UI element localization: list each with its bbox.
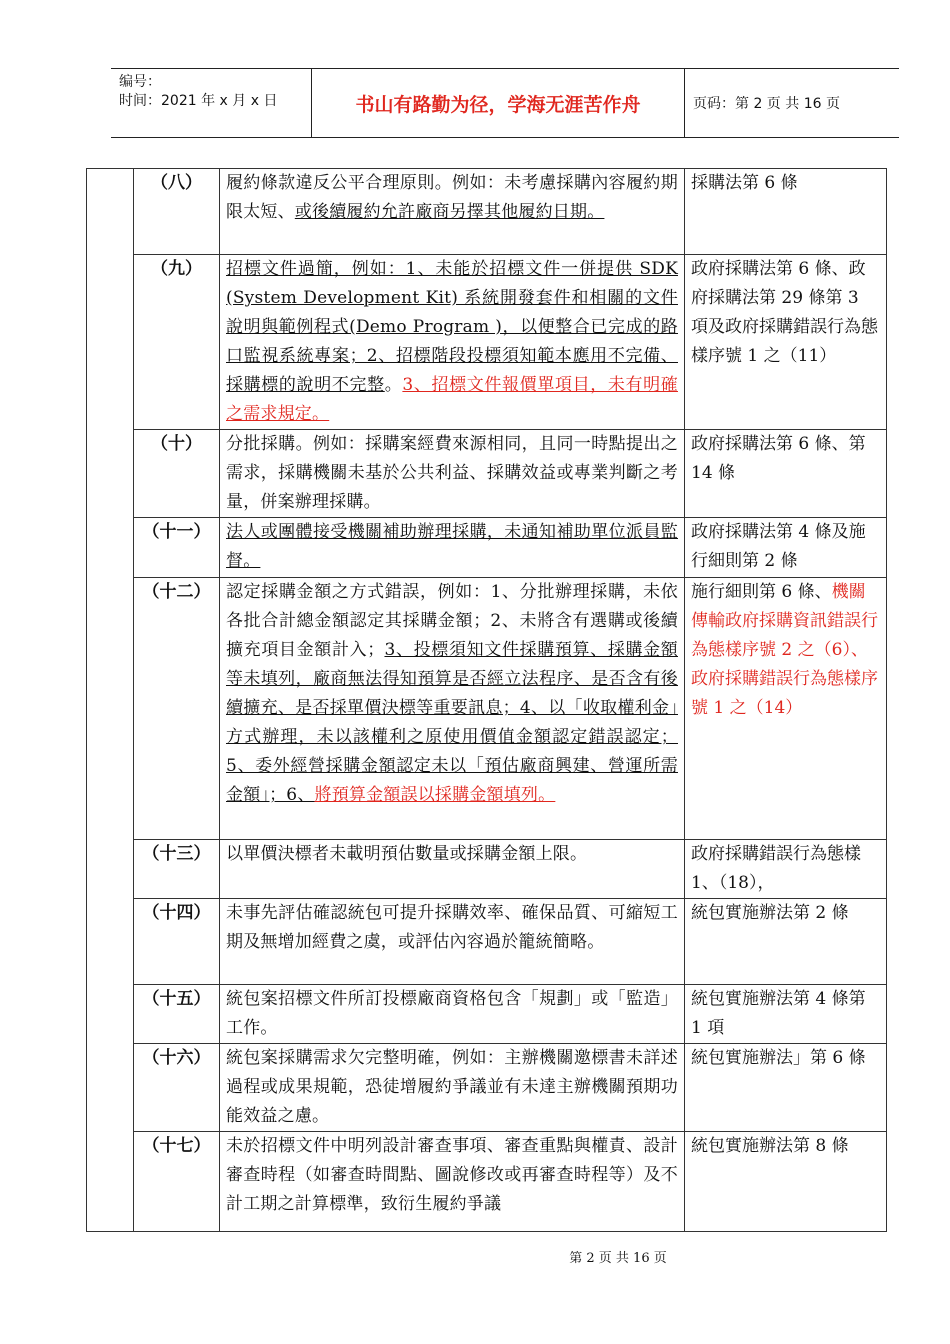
item-number: （九） bbox=[134, 255, 220, 430]
legal-basis-text: 統包實施辦法第 2 條 bbox=[691, 903, 849, 923]
header-page-label: 页码：第 2 页 共 16 页 bbox=[693, 96, 840, 112]
legal-basis-text: 政府採購法第 6 條、政府採購法第 29 條第 3 項及政府採購錯誤行為態樣序號 1 之（11） bbox=[691, 259, 878, 366]
table-row bbox=[87, 255, 887, 430]
table-row bbox=[87, 169, 887, 255]
description-text: 以單價決標者未載明預估數量或採購金額上限。 bbox=[226, 844, 588, 864]
legal-basis bbox=[685, 169, 887, 255]
legal-basis-text: 政府採購法第 4 條及施行細則第 2 條 bbox=[691, 522, 866, 571]
table-row bbox=[87, 578, 887, 840]
description-text: 或後續履約允許廠商另擇其他履約日期。 bbox=[294, 202, 605, 222]
legal-basis bbox=[685, 518, 887, 578]
header-motto: 书山有路勤为径，学海无涯苦作舟 bbox=[311, 69, 685, 137]
description-text: 3、招標文件報價單項目，未有明確之需求規定。 bbox=[226, 375, 678, 424]
description-text: 。 bbox=[384, 375, 403, 395]
description-text: 招標文件過簡，例如：1、未能於招標文件一併提供 SDK (System Development Kit) 系統開發套件和相關的文件說明與範例程式(Demo Program )，以便整合已完成的路口監視系統專案；2、招標階段投標須知範本應用不完備、採購標的說明不完整 bbox=[226, 259, 678, 395]
description-text: 履約條款違反公平合理原則。例如：未考慮採購內容履約期限太短、 bbox=[226, 173, 678, 222]
item-description bbox=[220, 518, 685, 578]
table-row bbox=[87, 430, 887, 518]
description-text: 3、投標須知文件採購預算、採購金額等未填列，廠商無法得知預算是否經立法程序、是否含有後續擴充、是否採單價決標等重要訊息；4、以「收取權利金」方式辦理，未以該權利之原使用價值金額認定錯誤認定；5、委外經營採購金額認定未以「預估廠商興建、營運所需金額」；6、 bbox=[226, 640, 678, 805]
legal-basis-text: 政府採購錯誤行為態樣 1、（18）， bbox=[691, 844, 861, 893]
description-text: 未於招標文件中明列設計審查事項、審查重點與權責、設計審查時程（如審查時間點、圖說修改或再審查時程等）及不計工期之計算標準，致衍生履約爭議 bbox=[226, 1136, 678, 1214]
legal-basis bbox=[685, 1132, 887, 1232]
description-text: 未事先評估確認統包可提升採購效率、確保品質、可縮短工期及無增加經費之虞，或評估內容過於籠統簡略。 bbox=[226, 903, 678, 952]
item-description bbox=[220, 1044, 685, 1132]
item-number: （十四） bbox=[134, 899, 220, 985]
item-number: （十三） bbox=[134, 840, 220, 899]
time-label: 时间：2021 年 x 月 x 日 bbox=[119, 93, 278, 109]
item-number: （八） bbox=[134, 169, 220, 255]
page-header bbox=[111, 68, 899, 138]
outline-column bbox=[87, 169, 134, 1232]
item-number: （十七） bbox=[134, 1132, 220, 1232]
item-description bbox=[220, 985, 685, 1044]
description-text: 將預算金額誤以採購金額填列。 bbox=[314, 785, 556, 805]
table-row bbox=[87, 840, 887, 899]
table-row bbox=[87, 985, 887, 1044]
legal-basis bbox=[685, 255, 887, 430]
description-text: 法人或團體接受機關補助辦理採購，未通知補助單位派員監督。 bbox=[226, 522, 678, 571]
item-description bbox=[220, 169, 685, 255]
legal-basis-text: 統包實施辦法」第 6 條 bbox=[691, 1048, 866, 1068]
page-footer: 第 2 页 共 16 页 bbox=[569, 1251, 667, 1266]
item-description bbox=[220, 899, 685, 985]
table-row bbox=[87, 1132, 887, 1232]
description-text: 認定採購金額之方式錯誤，例如：1、分批辦理採購，未依各批合計總金額認定其採購金額；2、未將含有選購或後續擴充項目金額計入； bbox=[226, 582, 678, 660]
table-row bbox=[87, 899, 887, 985]
legal-basis bbox=[685, 840, 887, 899]
legal-basis-text: 政府採購法第 6 條、第 14 條 bbox=[691, 434, 866, 483]
description-text: 統包案採購需求欠完整明確，例如：主辦機關邀標書未詳述過程或成果規範，恐徒增履約爭議並有未達主辦機關預期功能效益之慮。 bbox=[226, 1048, 678, 1126]
serial-label: 编号： bbox=[119, 74, 161, 90]
regulation-table bbox=[86, 168, 887, 1232]
table-row bbox=[87, 1044, 887, 1132]
legal-basis bbox=[685, 1044, 887, 1132]
item-description bbox=[220, 1132, 685, 1232]
legal-basis-text: 統包實施辦法第 8 條 bbox=[691, 1136, 849, 1156]
legal-basis bbox=[685, 985, 887, 1044]
header-meta bbox=[111, 69, 319, 137]
item-number: （十） bbox=[134, 430, 220, 518]
item-description bbox=[220, 255, 685, 430]
item-description bbox=[220, 578, 685, 840]
legal-basis bbox=[685, 430, 887, 518]
item-number: （十二） bbox=[134, 578, 220, 840]
item-description bbox=[220, 430, 685, 518]
item-description bbox=[220, 840, 685, 899]
item-number: （十六） bbox=[134, 1044, 220, 1132]
item-number: （十五） bbox=[134, 985, 220, 1044]
legal-basis-text: 施行細則第 6 條、 bbox=[691, 582, 832, 602]
legal-basis-text: 機關傳輸政府採購資訊錯誤行為態樣序號 2 之（6）、政府採購錯誤行為態樣序號 1 之（14） bbox=[691, 582, 878, 718]
description-text: 統包案招標文件所訂投標廠商資格包含「規劃」或「監造」工作。 bbox=[226, 989, 678, 1038]
legal-basis-text: 採購法第 6 條 bbox=[691, 173, 798, 193]
legal-basis bbox=[685, 899, 887, 985]
table-row bbox=[87, 518, 887, 578]
legal-basis-text: 統包實施辦法第 4 條第 1 項 bbox=[691, 989, 866, 1038]
description-text: 分批採購。例如：採購案經費來源相同，且同一時點提出之需求，採購機關未基於公共利益、採購效益或專業判斷之考量，併案辦理採購。 bbox=[226, 434, 678, 512]
legal-basis bbox=[685, 578, 887, 840]
item-number: （十一） bbox=[134, 518, 220, 578]
